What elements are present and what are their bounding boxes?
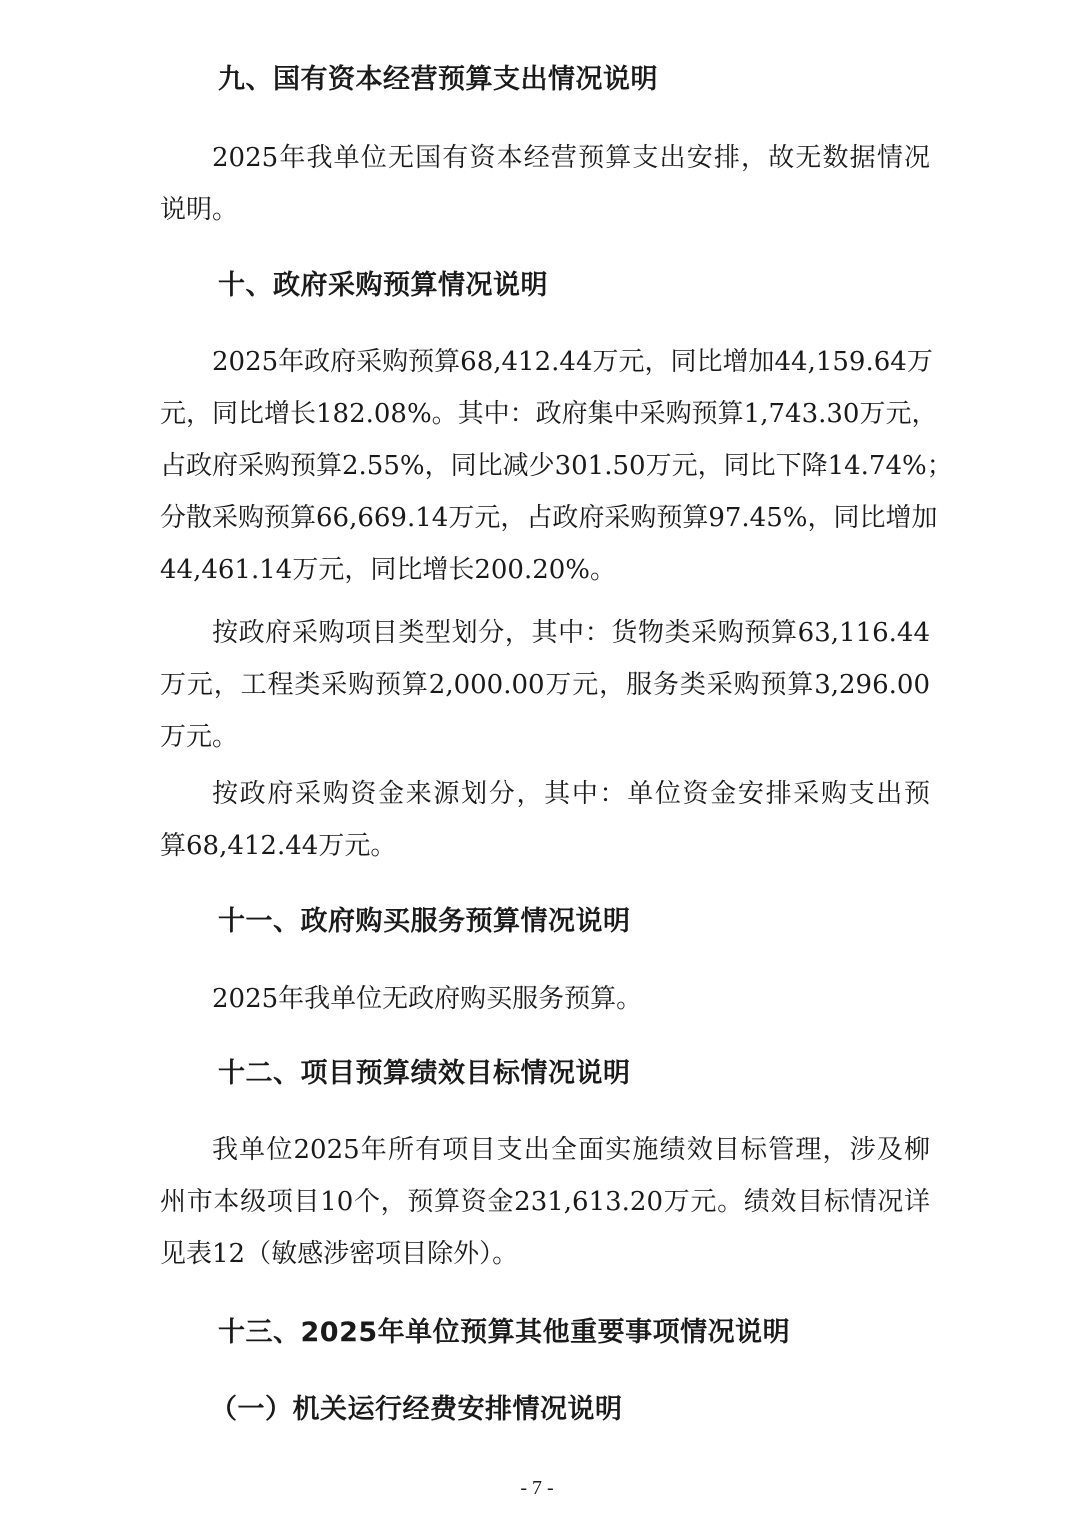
paragraph-line: 我单位2025年所有项目支出全面实施绩效目标管理，涉及柳 <box>212 1135 930 1165</box>
paragraph-line: 按政府采购资金来源划分，其中：单位资金安排采购支出预 <box>212 779 930 809</box>
section-12-paragraph <box>160 1124 930 1280</box>
page-number: - 7 - <box>520 1477 554 1499</box>
paragraph-line: 元，同比增长182.08%。其中：政府集中采购预算1,743.30万元， <box>160 399 938 429</box>
paragraph-line: 44,461.14万元，同比增长200.20%。 <box>160 555 617 585</box>
paragraph-line: 州市本级项目10个，预算资金231,613.20万元。绩效目标情况详 <box>160 1187 930 1217</box>
section-10-paragraph-2 <box>160 607 930 763</box>
section-10-paragraph-1 <box>160 336 953 596</box>
paragraph-line: 算68,412.44万元。 <box>160 831 397 861</box>
paragraph-line: 占政府采购预算2.55%，同比减少301.50万元，同比下降14.74%； <box>160 451 953 481</box>
paragraph-line: 2025年我单位无政府购买服务预算。 <box>212 984 643 1014</box>
section-9-paragraph <box>160 132 930 236</box>
subsection-1-heading: （一）机关运行经费安排情况说明 <box>210 1394 623 1425</box>
section-12-heading: 十二、项目预算绩效目标情况说明 <box>218 1058 631 1089</box>
section-11-paragraph <box>160 973 930 1025</box>
section-10-paragraph-3 <box>160 768 930 872</box>
paragraph-line: 万元。 <box>160 722 239 752</box>
paragraph-line: 2025年我单位无国有资本经营预算支出安排，故无数据情况 <box>212 143 930 173</box>
paragraph-line: 万元，工程类采购预算2,000.00万元，服务类采购预算3,296.00 <box>160 670 930 700</box>
paragraph-line: 说明。 <box>160 195 239 225</box>
section-13-heading: 十三、2025年单位预算其他重要事项情况说明 <box>218 1317 791 1348</box>
paragraph-line: 见表12（敏感涉密项目除外）。 <box>160 1239 519 1269</box>
section-9-heading: 九、国有资本经营预算支出情况说明 <box>218 64 658 95</box>
paragraph-line: 2025年政府采购预算68,412.44万元，同比增加44,159.64万 <box>212 347 933 377</box>
paragraph-line: 按政府采购项目类型划分，其中：货物类采购预算63,116.44 <box>212 618 930 648</box>
paragraph-line: 分散采购预算66,669.14万元，占政府采购预算97.45%，同比增加 <box>160 503 938 533</box>
section-11-heading: 十一、政府购买服务预算情况说明 <box>218 906 631 937</box>
section-10-heading: 十、政府采购预算情况说明 <box>218 270 548 301</box>
